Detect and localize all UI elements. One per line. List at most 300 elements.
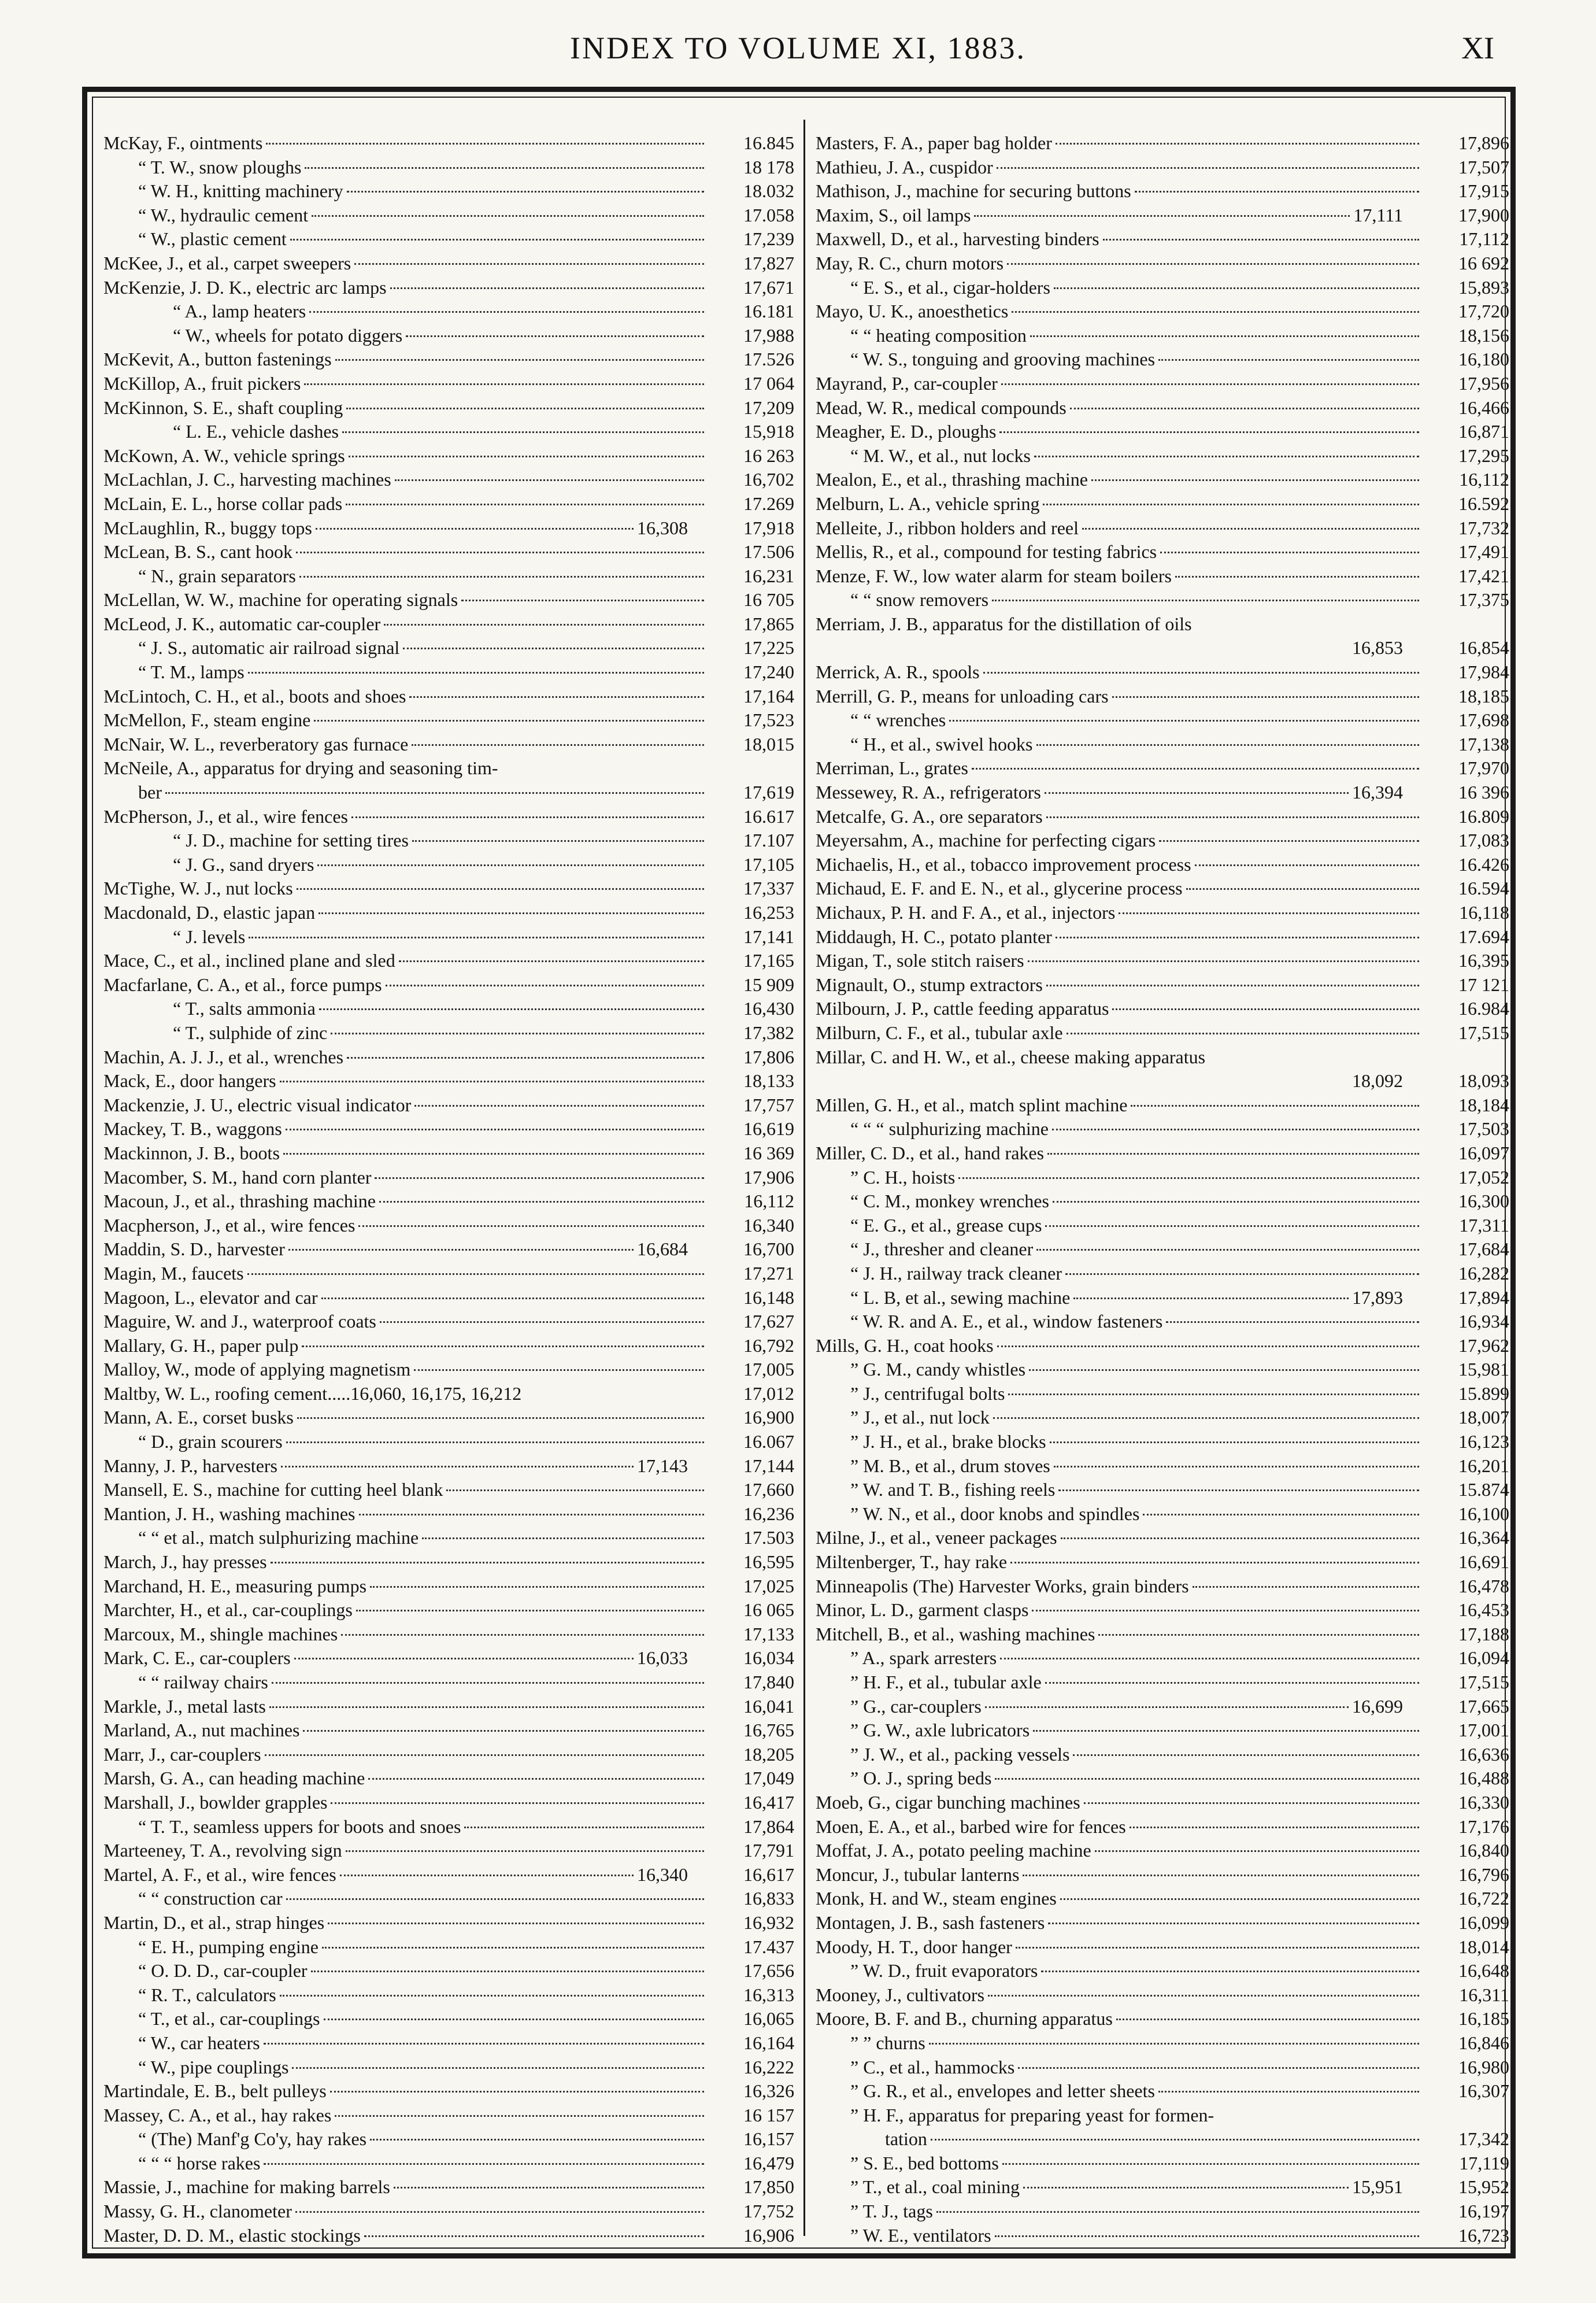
entry-number: 17,515 bbox=[1458, 1022, 1509, 1043]
index-entry bbox=[816, 1454, 1509, 1478]
entry-name: Middaugh, H. C., potato planter bbox=[816, 926, 1052, 947]
entry-name: “ W. S., tonguing and grooving machines bbox=[850, 349, 1156, 370]
dot-leader bbox=[1030, 335, 1419, 337]
dot-leader bbox=[286, 1441, 704, 1443]
entry-name: ” T., et al., coal mining bbox=[850, 2176, 1020, 2198]
entry-number: 17,337 bbox=[743, 878, 794, 899]
dot-leader bbox=[1158, 2090, 1419, 2093]
entry-number: 17,138 bbox=[1458, 733, 1509, 755]
dot-leader bbox=[958, 1177, 1419, 1179]
index-entry bbox=[816, 372, 1509, 396]
entry-number: 16,792 bbox=[743, 1335, 794, 1356]
index-entry bbox=[103, 131, 794, 156]
entry-name: “ W., hydraulic cement bbox=[138, 204, 309, 226]
dot-leader bbox=[414, 1369, 704, 1371]
entry-number: 16,034 bbox=[743, 1647, 794, 1669]
entry-name: Marteeney, T. A., revolving sign bbox=[103, 1840, 342, 1861]
entry-name: “ T. T., seamless uppers for boots and snoes bbox=[138, 1816, 461, 1837]
entry-name: “ J. G., sand dryers bbox=[173, 853, 314, 875]
entry-number: 16.809 bbox=[1458, 805, 1509, 827]
entry-number: 15.899 bbox=[1458, 1382, 1509, 1404]
entry-number: 16,395 bbox=[1458, 950, 1509, 971]
entry-number: 16,765 bbox=[743, 1720, 794, 1741]
dot-leader bbox=[1119, 912, 1419, 914]
dot-leader bbox=[342, 431, 704, 433]
entry-name: Massy, G. H., clanometer bbox=[103, 2201, 292, 2222]
index-entry bbox=[103, 468, 794, 492]
index-entry bbox=[103, 1550, 794, 1574]
entry-name: Mayrand, P., car-coupler bbox=[816, 372, 998, 394]
entry-name: Meyersahm, A., machine for perfecting cigars bbox=[816, 830, 1156, 851]
entry-number: 17,752 bbox=[743, 2201, 794, 2222]
index-entry bbox=[103, 1791, 794, 1815]
entry-name: Mealon, E., et al., thrashing machine bbox=[816, 469, 1088, 490]
entry-name: “ “ construction car bbox=[138, 1888, 283, 1909]
index-entry bbox=[816, 685, 1509, 709]
dot-leader bbox=[265, 1754, 704, 1756]
dot-leader bbox=[1012, 310, 1419, 313]
entry-name: “ E. S., et al., cigar-holders bbox=[850, 276, 1050, 298]
entry-number: 16,364 bbox=[1458, 1527, 1509, 1548]
entry-name: ” A., spark arresters bbox=[850, 1647, 997, 1669]
entry-name: “ T., sulphide of zinc bbox=[173, 1022, 328, 1043]
entry-number: 18.032 bbox=[743, 180, 794, 202]
entry-extra-number: 16,394 bbox=[1352, 782, 1403, 803]
entry-name: McKay, F., ointments bbox=[103, 132, 263, 153]
entry-name: Masters, F. A., paper bag holder bbox=[816, 132, 1052, 153]
entry-name: ” C., et al., hammocks bbox=[850, 2056, 1015, 2077]
entry-name: McLellan, W. W., machine for operating signals bbox=[103, 589, 458, 611]
dot-leader bbox=[1098, 1633, 1419, 1636]
dot-leader bbox=[414, 1104, 704, 1107]
index-entry bbox=[816, 1237, 1509, 1262]
dot-leader bbox=[403, 647, 704, 649]
entry-name: Mantion, J. H., washing machines bbox=[103, 1503, 356, 1524]
index-entry bbox=[103, 2031, 794, 2056]
index-entry bbox=[816, 612, 1509, 637]
dot-leader bbox=[1045, 1681, 1419, 1684]
entry-number: 16,430 bbox=[743, 998, 794, 1019]
entry-name: May, R. C., churn motors bbox=[816, 252, 1004, 273]
entry-number: 16,723 bbox=[1458, 2224, 1509, 2246]
dot-leader bbox=[1001, 383, 1419, 385]
entry-number: 16,871 bbox=[1458, 421, 1509, 442]
entry-number: 16,595 bbox=[743, 1551, 794, 1573]
entry-number: 18,184 bbox=[1458, 1094, 1509, 1115]
entry-number: 16,934 bbox=[1458, 1311, 1509, 1332]
entry-name: “ L. B, et al., sewing machine bbox=[850, 1287, 1071, 1308]
index-entry bbox=[103, 1622, 794, 1647]
entry-name: Macomber, S. M., hand corn planter bbox=[103, 1166, 372, 1188]
entry-number: 17,507 bbox=[1458, 156, 1509, 178]
index-entry bbox=[816, 1262, 1509, 1286]
entry-number: 16,231 bbox=[743, 565, 794, 586]
entry-name: “ J. D., machine for setting tires bbox=[173, 830, 409, 851]
entry-name: ” C. H., hoists bbox=[850, 1166, 956, 1188]
dot-leader bbox=[347, 190, 704, 193]
entry-number: 16,900 bbox=[743, 1407, 794, 1428]
index-entry bbox=[103, 1262, 794, 1286]
dot-leader bbox=[280, 1994, 704, 1997]
entry-number: 17,342 bbox=[1458, 2128, 1509, 2150]
dot-leader bbox=[1043, 503, 1419, 505]
index-entry bbox=[816, 781, 1509, 805]
dot-leader bbox=[303, 1729, 704, 1732]
entry-number: 17,052 bbox=[1458, 1166, 1509, 1188]
index-entry bbox=[816, 636, 1509, 660]
entry-name: Melburn, L. A., vehicle spring bbox=[816, 493, 1040, 514]
dot-leader bbox=[384, 623, 704, 626]
entry-number: 17,894 bbox=[1458, 1287, 1509, 1308]
entry-name: Milne, J., et al., veneer packages bbox=[816, 1527, 1057, 1548]
entry-name: Melleite, J., ribbon holders and reel bbox=[816, 517, 1079, 538]
index-entry bbox=[103, 396, 794, 420]
entry-name: Markle, J., metal lasts bbox=[103, 1695, 266, 1717]
index-entry bbox=[816, 997, 1509, 1021]
dot-leader bbox=[1000, 1657, 1419, 1659]
entry-name: Marchter, H., et al., car-couplings bbox=[103, 1599, 353, 1621]
dot-leader bbox=[931, 2138, 1419, 2141]
index-entry bbox=[103, 660, 794, 685]
dot-leader bbox=[302, 1345, 704, 1347]
entry-name: Mignault, O., stump extractors bbox=[816, 974, 1043, 995]
dot-leader bbox=[1010, 1561, 1419, 1563]
entry-number: 16,932 bbox=[743, 1912, 794, 1933]
entry-name: Moody, H. T., door hanger bbox=[816, 1936, 1012, 1957]
dot-leader bbox=[1052, 1128, 1419, 1130]
dot-leader bbox=[1018, 2067, 1419, 2069]
entry-name: “ R. T., calculators bbox=[138, 1984, 276, 2005]
index-entry bbox=[816, 1093, 1509, 1118]
entry-number: 18,015 bbox=[743, 733, 794, 755]
entry-number: 16 065 bbox=[743, 1599, 794, 1621]
entry-number: 16,478 bbox=[1458, 1575, 1509, 1596]
index-entry bbox=[816, 1550, 1509, 1574]
dot-leader bbox=[1158, 358, 1419, 361]
dot-leader bbox=[988, 1994, 1419, 1997]
entry-number: 17,119 bbox=[1459, 2152, 1509, 2173]
entry-name: McNeile, A., apparatus for drying and seasoning tim- bbox=[103, 757, 498, 779]
entry-name: “ T. M., lamps bbox=[138, 661, 245, 683]
entry-name: Mack, E., door hangers bbox=[103, 1070, 276, 1092]
entry-number: 17,698 bbox=[1458, 709, 1509, 731]
entry-number: 16,313 bbox=[743, 1984, 794, 2005]
entry-number: 16 369 bbox=[743, 1142, 794, 1163]
entry-number: 16.067 bbox=[743, 1431, 794, 1452]
entry-number: 16.181 bbox=[743, 301, 794, 322]
entry-name: “ J. levels bbox=[173, 926, 246, 947]
entry-name: “ O. D. D., car-coupler bbox=[138, 1960, 308, 1982]
dot-leader bbox=[335, 358, 704, 361]
entry-number: 18,133 bbox=[743, 1070, 794, 1092]
index-entry bbox=[816, 1743, 1509, 1767]
index-entry bbox=[816, 2104, 1509, 2128]
index-entry bbox=[816, 564, 1509, 589]
index-entry bbox=[103, 1093, 794, 1118]
entry-number: 16,619 bbox=[743, 1118, 794, 1140]
entry-number: 16,112 bbox=[744, 1191, 794, 1212]
entry-name: McKee, J., et al., carpet sweepers bbox=[103, 252, 351, 273]
entry-name: “ M. W., et al., nut locks bbox=[850, 445, 1031, 466]
dot-leader bbox=[1048, 1922, 1419, 1924]
entry-name: Marcoux, M., shingle machines bbox=[103, 1623, 338, 1644]
index-entry bbox=[816, 733, 1509, 757]
entry-name: “ T., salts ammonia bbox=[173, 998, 316, 1019]
index-entry bbox=[816, 1430, 1509, 1454]
index-entry bbox=[816, 1286, 1509, 1310]
entry-number: 16,453 bbox=[1458, 1599, 1509, 1621]
entry-number: 17,311 bbox=[1459, 1214, 1509, 1236]
dot-leader bbox=[266, 142, 704, 145]
dot-leader bbox=[305, 167, 704, 169]
entry-number: 16,157 bbox=[743, 2128, 794, 2150]
dot-leader bbox=[1135, 190, 1419, 193]
index-entry bbox=[816, 1670, 1509, 1695]
index-entry bbox=[816, 348, 1509, 372]
entry-name: Mills, G. H., coat hooks bbox=[816, 1335, 994, 1356]
entry-number: 18,185 bbox=[1458, 685, 1509, 707]
entry-number: 16,340 bbox=[743, 1214, 794, 1236]
entry-name: ” G., car-couplers bbox=[850, 1695, 982, 1717]
entry-name: Menze, F. W., low water alarm for steam boilers bbox=[816, 565, 1172, 586]
entry-name: “ E. G., et al., grease cups bbox=[850, 1214, 1042, 1236]
entry-number: 17,850 bbox=[743, 2176, 794, 2198]
entry-name: Minneapolis (The) Harvester Works, grain binders bbox=[816, 1575, 1189, 1596]
index-entry bbox=[816, 2224, 1509, 2248]
dot-leader bbox=[1067, 1032, 1419, 1034]
index-entry bbox=[816, 1598, 1509, 1622]
entry-number: 17,671 bbox=[743, 276, 794, 298]
entry-number: 16,197 bbox=[1458, 2201, 1509, 2222]
index-entry bbox=[816, 829, 1509, 853]
entry-name: ” J. W., et al., packing vessels bbox=[850, 1743, 1070, 1765]
entry-name: Michaud, E. F. and E. N., et al., glycerine process bbox=[816, 878, 1183, 899]
entry-number: 17,956 bbox=[1458, 372, 1509, 394]
dot-leader bbox=[1045, 1225, 1419, 1227]
index-entry bbox=[816, 179, 1509, 204]
entry-number: 17,375 bbox=[1458, 589, 1509, 611]
entry-number: 17,049 bbox=[743, 1768, 794, 1789]
entry-name: ” J., centrifugal bolts bbox=[850, 1382, 1005, 1404]
entry-number: 16 263 bbox=[743, 445, 794, 466]
index-entry bbox=[103, 1935, 794, 1960]
entry-number: 16,636 bbox=[1458, 1743, 1509, 1765]
dot-leader bbox=[1065, 1273, 1419, 1275]
index-entry bbox=[816, 1526, 1509, 1550]
index-entry bbox=[103, 2007, 794, 2031]
dot-leader bbox=[290, 238, 704, 241]
index-entry bbox=[103, 1045, 794, 1070]
entry-name: Macpherson, J., et al., wire fences bbox=[103, 1214, 356, 1236]
index-entry bbox=[103, 901, 794, 925]
index-entry bbox=[103, 1141, 794, 1166]
index-entry bbox=[103, 685, 794, 709]
dot-leader bbox=[311, 1970, 704, 1972]
entry-number: 16,466 bbox=[1458, 397, 1509, 418]
entry-name: Marr, J., car-couplers bbox=[103, 1743, 261, 1765]
entry-number: 16 157 bbox=[743, 2104, 794, 2125]
entry-name: Massie, J., machine for making barrels bbox=[103, 2176, 390, 2198]
dot-leader bbox=[1175, 575, 1419, 578]
entry-number: 16,326 bbox=[743, 2080, 794, 2102]
entry-number: 17,806 bbox=[743, 1046, 794, 1067]
dot-leader bbox=[1116, 2018, 1419, 2020]
dot-leader bbox=[974, 215, 1350, 217]
entry-name: Merriman, L., grates bbox=[816, 757, 968, 779]
index-entry bbox=[816, 2031, 1509, 2056]
entry-number: 17.107 bbox=[743, 830, 794, 851]
dot-leader bbox=[999, 431, 1419, 433]
dot-leader bbox=[1036, 1248, 1419, 1251]
entry-number: 17.526 bbox=[743, 349, 794, 370]
dot-leader bbox=[394, 2186, 704, 2189]
entry-number: 18 178 bbox=[743, 156, 794, 178]
dot-leader bbox=[949, 719, 1419, 722]
index-entry bbox=[816, 1117, 1509, 1141]
entry-name: ” W. N., et al., door knobs and spindles bbox=[850, 1503, 1140, 1524]
entry-name: Maxim, S., oil lamps bbox=[816, 204, 971, 226]
entry-name: Monk, H. and W., steam engines bbox=[816, 1888, 1057, 1909]
index-entry bbox=[103, 877, 794, 901]
dot-leader bbox=[1008, 1393, 1419, 1395]
dot-leader bbox=[286, 1898, 704, 1900]
index-entry bbox=[103, 1526, 794, 1550]
dot-leader bbox=[375, 1177, 704, 1179]
entry-extra-number: 16,684 bbox=[637, 1239, 688, 1260]
index-entry bbox=[816, 1334, 1509, 1358]
entry-name: McLintoch, C. H., et al., boots and shoes bbox=[103, 685, 406, 707]
entry-number: 16,118 bbox=[1459, 902, 1509, 923]
dot-leader bbox=[1112, 1008, 1419, 1010]
dot-leader bbox=[316, 527, 634, 530]
index-entry bbox=[816, 444, 1509, 468]
dot-leader bbox=[983, 671, 1419, 674]
index-entry bbox=[103, 179, 794, 204]
entry-number: 18,156 bbox=[1458, 324, 1509, 346]
entry-number: 16 692 bbox=[1458, 252, 1509, 273]
index-entry bbox=[103, 1983, 794, 2008]
index-entry bbox=[816, 925, 1509, 949]
index-entry bbox=[816, 1766, 1509, 1791]
entry-number: 16.426 bbox=[1458, 853, 1509, 875]
entry-name: Macoun, J., et al., thrashing machine bbox=[103, 1191, 376, 1212]
entry-name: “ W., plastic cement bbox=[138, 228, 287, 250]
dot-leader bbox=[1166, 1321, 1419, 1323]
entry-name: 16,853 bbox=[1352, 637, 1403, 659]
index-entry bbox=[103, 1310, 794, 1334]
dot-leader bbox=[346, 503, 704, 505]
index-entry bbox=[816, 1069, 1509, 1093]
index-entry bbox=[816, 1815, 1509, 1839]
entry-number: 17,865 bbox=[743, 613, 794, 634]
entry-name: “ T. W., snow ploughs bbox=[138, 156, 302, 178]
dot-leader bbox=[1195, 864, 1419, 866]
dot-leader bbox=[1131, 1104, 1419, 1107]
dot-leader bbox=[1046, 816, 1419, 818]
dot-leader bbox=[929, 2042, 1419, 2045]
entry-number: 16,417 bbox=[743, 1791, 794, 1813]
entry-name: “ “ railway chairs bbox=[138, 1672, 268, 1692]
entry-number: 16,311 bbox=[1459, 1984, 1509, 2005]
entry-name: Michaelis, H., et al., tobacco improvement process bbox=[816, 853, 1191, 875]
dot-leader bbox=[1047, 1152, 1419, 1155]
entry-name: “ W., wheels for potato diggers bbox=[173, 324, 403, 346]
entry-number: 17,988 bbox=[743, 324, 794, 346]
entry-number: 16,282 bbox=[1458, 1262, 1509, 1284]
dot-leader bbox=[314, 719, 704, 722]
index-entry bbox=[816, 877, 1509, 901]
page-number: XI bbox=[1461, 31, 1494, 65]
dot-leader bbox=[422, 1537, 704, 1539]
index-entry bbox=[103, 276, 794, 300]
index-entry bbox=[816, 1863, 1509, 1887]
entry-number: 16,041 bbox=[743, 1695, 794, 1717]
dot-leader bbox=[288, 1248, 634, 1251]
dot-leader bbox=[1186, 888, 1419, 890]
entry-number: 16,722 bbox=[1458, 1888, 1509, 1909]
entry-name: Millar, C. and H. W., et al., cheese making apparatus bbox=[816, 1046, 1206, 1067]
entry-number: 16,112 bbox=[1459, 469, 1509, 490]
dot-leader bbox=[247, 1273, 704, 1275]
index-entry bbox=[103, 1454, 794, 1478]
entry-number: 17,421 bbox=[1458, 565, 1509, 586]
entry-name: “ N., grain separators bbox=[138, 565, 296, 586]
entry-name: “ D., grain scourers bbox=[138, 1431, 283, 1452]
page-title: INDEX TO VOLUME XI, 1883. bbox=[570, 31, 1026, 65]
entry-name: “ “ et al., match sulphurizing machine bbox=[138, 1527, 419, 1548]
index-entry bbox=[103, 1021, 794, 1045]
index-entry bbox=[816, 324, 1509, 348]
dot-leader bbox=[1060, 1898, 1419, 1900]
dot-leader bbox=[1036, 744, 1420, 746]
entry-number: 17,665 bbox=[1458, 1695, 1509, 1717]
entry-number: 16,180 bbox=[1458, 349, 1509, 370]
index-entry bbox=[103, 1189, 794, 1214]
index-entry bbox=[816, 2079, 1509, 2104]
index-entry bbox=[816, 2200, 1509, 2224]
dot-leader bbox=[379, 1200, 704, 1203]
index-entry bbox=[103, 516, 794, 541]
dot-leader bbox=[1073, 1754, 1419, 1756]
dot-leader bbox=[1045, 792, 1349, 794]
entry-extra-number: 16,308 bbox=[637, 517, 688, 538]
index-entry bbox=[103, 1863, 794, 1887]
entry-name: McLean, B. S., cant hook bbox=[103, 541, 293, 563]
entry-name: McTighe, W. J., nut locks bbox=[103, 878, 293, 899]
dot-leader bbox=[1160, 551, 1419, 553]
entry-name: Machin, A. J. J., et al., wrenches bbox=[103, 1046, 344, 1067]
entry-name: Mace, C., et al., inclined plane and sled bbox=[103, 950, 395, 971]
entry-number: 17,918 bbox=[743, 517, 794, 538]
entry-number: 17,105 bbox=[743, 853, 794, 875]
entry-number: 15 909 bbox=[743, 974, 794, 995]
entry-name: Martin, D., et al., strap hinges bbox=[103, 1912, 325, 1933]
dot-leader bbox=[296, 551, 704, 553]
entry-name: Malloy, W., mode of applying magnetism bbox=[103, 1359, 411, 1380]
entry-name: “ E. H., pumping engine bbox=[138, 1936, 319, 1957]
left-column bbox=[103, 131, 794, 2247]
index-entry bbox=[103, 1646, 794, 1670]
entry-number: 16,307 bbox=[1458, 2080, 1509, 2102]
entry-number: 16.594 bbox=[1458, 878, 1509, 899]
entry-name: Moeb, G., cigar bunching machines bbox=[816, 1791, 1080, 1813]
entry-number: 17,164 bbox=[743, 685, 794, 707]
entry-number: 15,952 bbox=[1458, 2176, 1509, 2198]
entry-name: “ “ snow removers bbox=[850, 589, 989, 611]
entry-name: Merriam, J. B., apparatus for the distillation of oils bbox=[816, 613, 1192, 634]
entry-name: Marchand, H. E., measuring pumps bbox=[103, 1575, 367, 1596]
entry-name: McKenzie, J. D. K., electric arc lamps bbox=[103, 276, 387, 298]
